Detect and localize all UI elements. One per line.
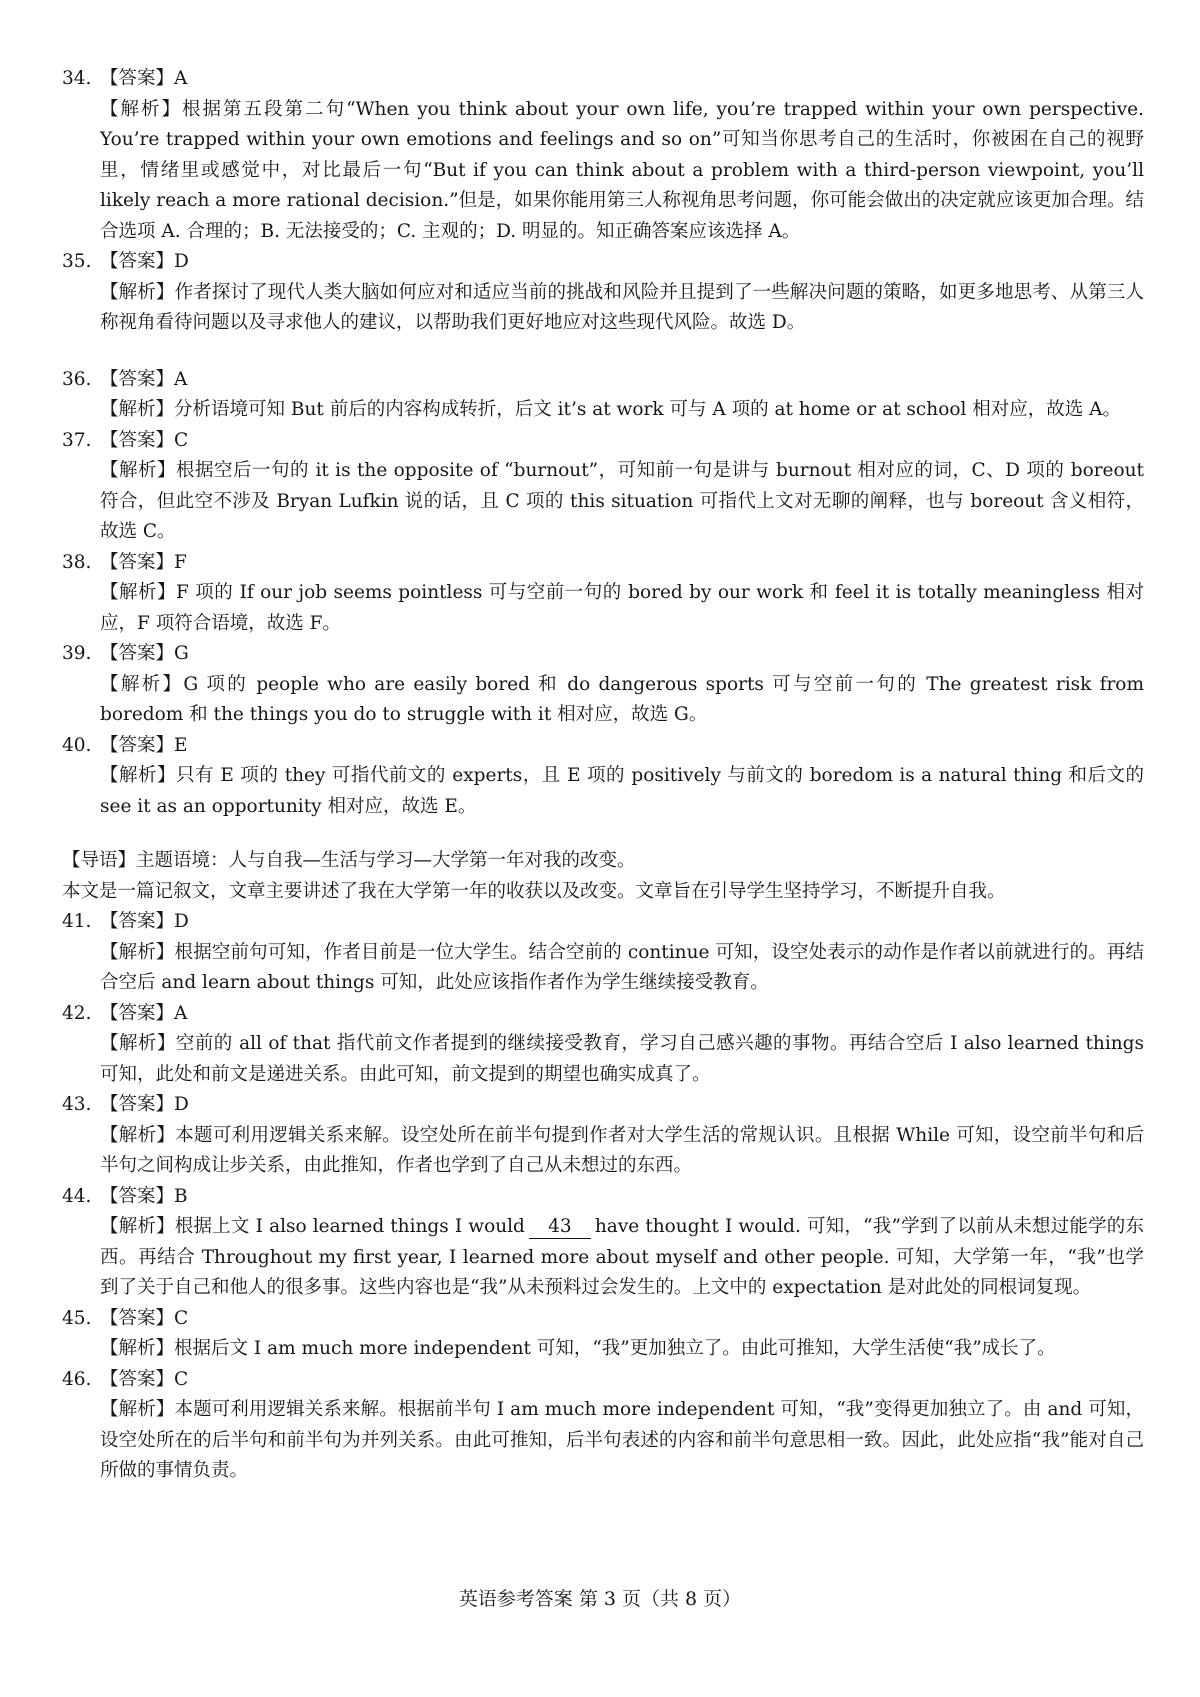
answer-label: 【答案】C [100, 1307, 189, 1329]
question-number: 34. [62, 68, 92, 89]
question-item-46 [62, 1365, 1144, 1487]
intro-theme: 【导语】主题语境：人与自我—生活与学习—大学第一年对我的改变。 [62, 850, 636, 871]
question-number: 42. [62, 1002, 92, 1024]
explanation-text: 【解析】本题可利用逻辑关系来解。根据前半句 I am much more independent 可知，“我”变得更加独立了。由 and 可知，设空处所在的后半句和前半句为并列关系。由此可推知，后半句表述的内容和前半句意思相一致。因此，此处应指“我”能对自己所做的事情负责。 [100, 1399, 1144, 1481]
question-item-39 [62, 639, 1144, 731]
explanation-text: 【解析】空前的 all of that 指代前文作者提到的继续接受教育，学习自己感兴趣的事物。再结合空后 I also learned things 可知，此处和前文是递进关系。由此可知，前文提到的期望也确实成真了。 [100, 1033, 1144, 1085]
answer-label: 【答案】C [100, 1368, 189, 1390]
explanation-text-start: 【解析】根据上文 I also learned things I would [100, 1216, 525, 1237]
answer-label: 【答案】A [100, 368, 188, 390]
answer-label: 【答案】D [100, 251, 189, 272]
intro-summary: 本文是一篇记叙文，文章主要讲述了我在大学第一年的收获以及改变。文章旨在引导学生坚持学习，不断提升自我。 [62, 880, 1006, 902]
passage-intro [62, 846, 1144, 907]
explanation-text: 【解析】本题可利用逻辑关系来解。设空处所在前半句提到作者对大学生活的常规认识。且根据 While 可知，设空前半句和后半句之间构成让步关系，由此推知，作者也学到了自己从未想过的东西。 [100, 1124, 1144, 1176]
answer-label: 【答案】G [100, 643, 189, 664]
question-number: 35. [62, 251, 92, 272]
question-item-44 [62, 1182, 1144, 1304]
explanation-text [62, 1212, 1144, 1304]
question-item-41 [62, 907, 1144, 999]
question-number: 38. [62, 551, 92, 573]
question-item-40 [62, 731, 1144, 823]
explanation-text: 【解析】作者探讨了现代人类大脑如何应对和适应当前的挑战和风险并且提到了一些解决问题的策略，如更多地思考、从第三人称视角看待问题以及寻求他人的建议，以帮助我们更好地应对这些现代风险。故选 D。 [100, 281, 1144, 333]
question-number: 36. [62, 368, 92, 390]
explanation-text: 【解析】根据第五段第二句“When you think about your own life, you’re trapped within your own perspective. You’re trapped within your own emotions and feelings and so on”可知当你思考自己的生活时，你被困在自己的视野里，情绪里或感觉中，对比最后一句“But if you can think about a problem with a third-person viewpoint, you’ll likely reach a more rational decision.”但是，如果你能用第三人称视角思考问题，你可能会做出的决定就应该更加合理。结合选项 A. 合理的；B. 无法接受的；C. 主观的；D. 明显的。知正确答案应该选择 A。 [100, 98, 1144, 242]
question-item-45 [62, 1304, 1144, 1365]
answer-label: 【答案】B [100, 1185, 188, 1207]
section-gap [62, 822, 1144, 846]
question-number: 41. [62, 911, 92, 932]
question-item-43 [62, 1090, 1144, 1182]
question-number: 43. [62, 1094, 92, 1115]
explanation-text: 【解析】只有 E 项的 they 可指代前文的 experts，且 E 项的 positively 与前文的 boredom is a natural thing 和后文的 see it as an opportunity 相对应，故选 E。 [100, 765, 1144, 817]
question-number: 39. [62, 643, 92, 664]
answer-label: 【答案】E [100, 734, 188, 756]
explanation-text: 【解析】分析语境可知 But 前后的内容构成转折，后文 it’s at work 可与 A 项的 at home or at school 相对应，故选 A。 [100, 399, 1122, 420]
question-item-35 [62, 247, 1144, 339]
explanation-text: 【解析】根据空后一句的 it is the opposite of “burnout”，可知前一句是讲与 burnout 相对应的词，C、D 项的 boreout 符合，但此空不涉及 Bryan Lufkin 说的话，且 C 项的 this situation 可指代上文对无聊的阐释，也与 boreout 含义相符，故选 C。 [100, 460, 1144, 542]
question-number: 45. [62, 1307, 92, 1329]
answer-label: 【答案】A [100, 1002, 188, 1024]
question-item-34 [62, 64, 1144, 247]
answer-label: 【答案】D [100, 1094, 189, 1115]
explanation-text: 【解析】G 项的 people who are easily bored 和 do dangerous sports 可与空前一句的 The greatest risk from boredom 和 the things you do to struggle with it 相对应，故选 G。 [100, 673, 1144, 725]
blank-number: 43 [529, 1216, 591, 1239]
explanation-text: 【解析】根据后文 I am much more independent 可知，“我”更加独立了。由此可推知，大学生活使“我”成长了。 [100, 1338, 1056, 1359]
question-number: 40. [62, 734, 92, 756]
answer-label: 【答案】F [100, 551, 187, 573]
question-number: 46. [62, 1368, 92, 1390]
explanation-text: 【解析】根据空前句可知，作者目前是一位大学生。结合空前的 continue 可知，设空处表示的动作是作者以前就进行的。再结合空后 and learn about things 可知，此处应该指作者作为学生继续接受教育。 [100, 941, 1144, 993]
answer-key-content [62, 64, 1144, 1487]
explanation-text-rest: have thought I would. 可知，“我”学到了以前从未想过能学的东西。再结合 Throughout my first year, I learned more about myself and other people. 可知，大学第一年，“我”也学到了关于自己和他人的很多事。这些内容也是“我”从未预料过会发生的。上文中的 expectation 是对此处的同根词复现。 [100, 1216, 1144, 1298]
question-number: 44. [62, 1185, 92, 1207]
answer-label: 【答案】D [100, 911, 189, 932]
question-item-36 [62, 365, 1144, 426]
page-footer: 英语参考答案 第 3 页（共 8 页） [458, 1588, 742, 1610]
question-item-38 [62, 548, 1144, 640]
answer-label: 【答案】A [100, 68, 188, 89]
question-item-42 [62, 999, 1144, 1091]
section-gap [62, 339, 1144, 365]
question-number: 37. [62, 429, 92, 451]
answer-label: 【答案】C [100, 429, 189, 451]
question-item-37 [62, 426, 1144, 548]
explanation-text: 【解析】F 项的 If our job seems pointless 可与空前一句的 bored by our work 和 feel it is totally meaningless 相对应，F 项符合语境，故选 F。 [100, 582, 1144, 634]
